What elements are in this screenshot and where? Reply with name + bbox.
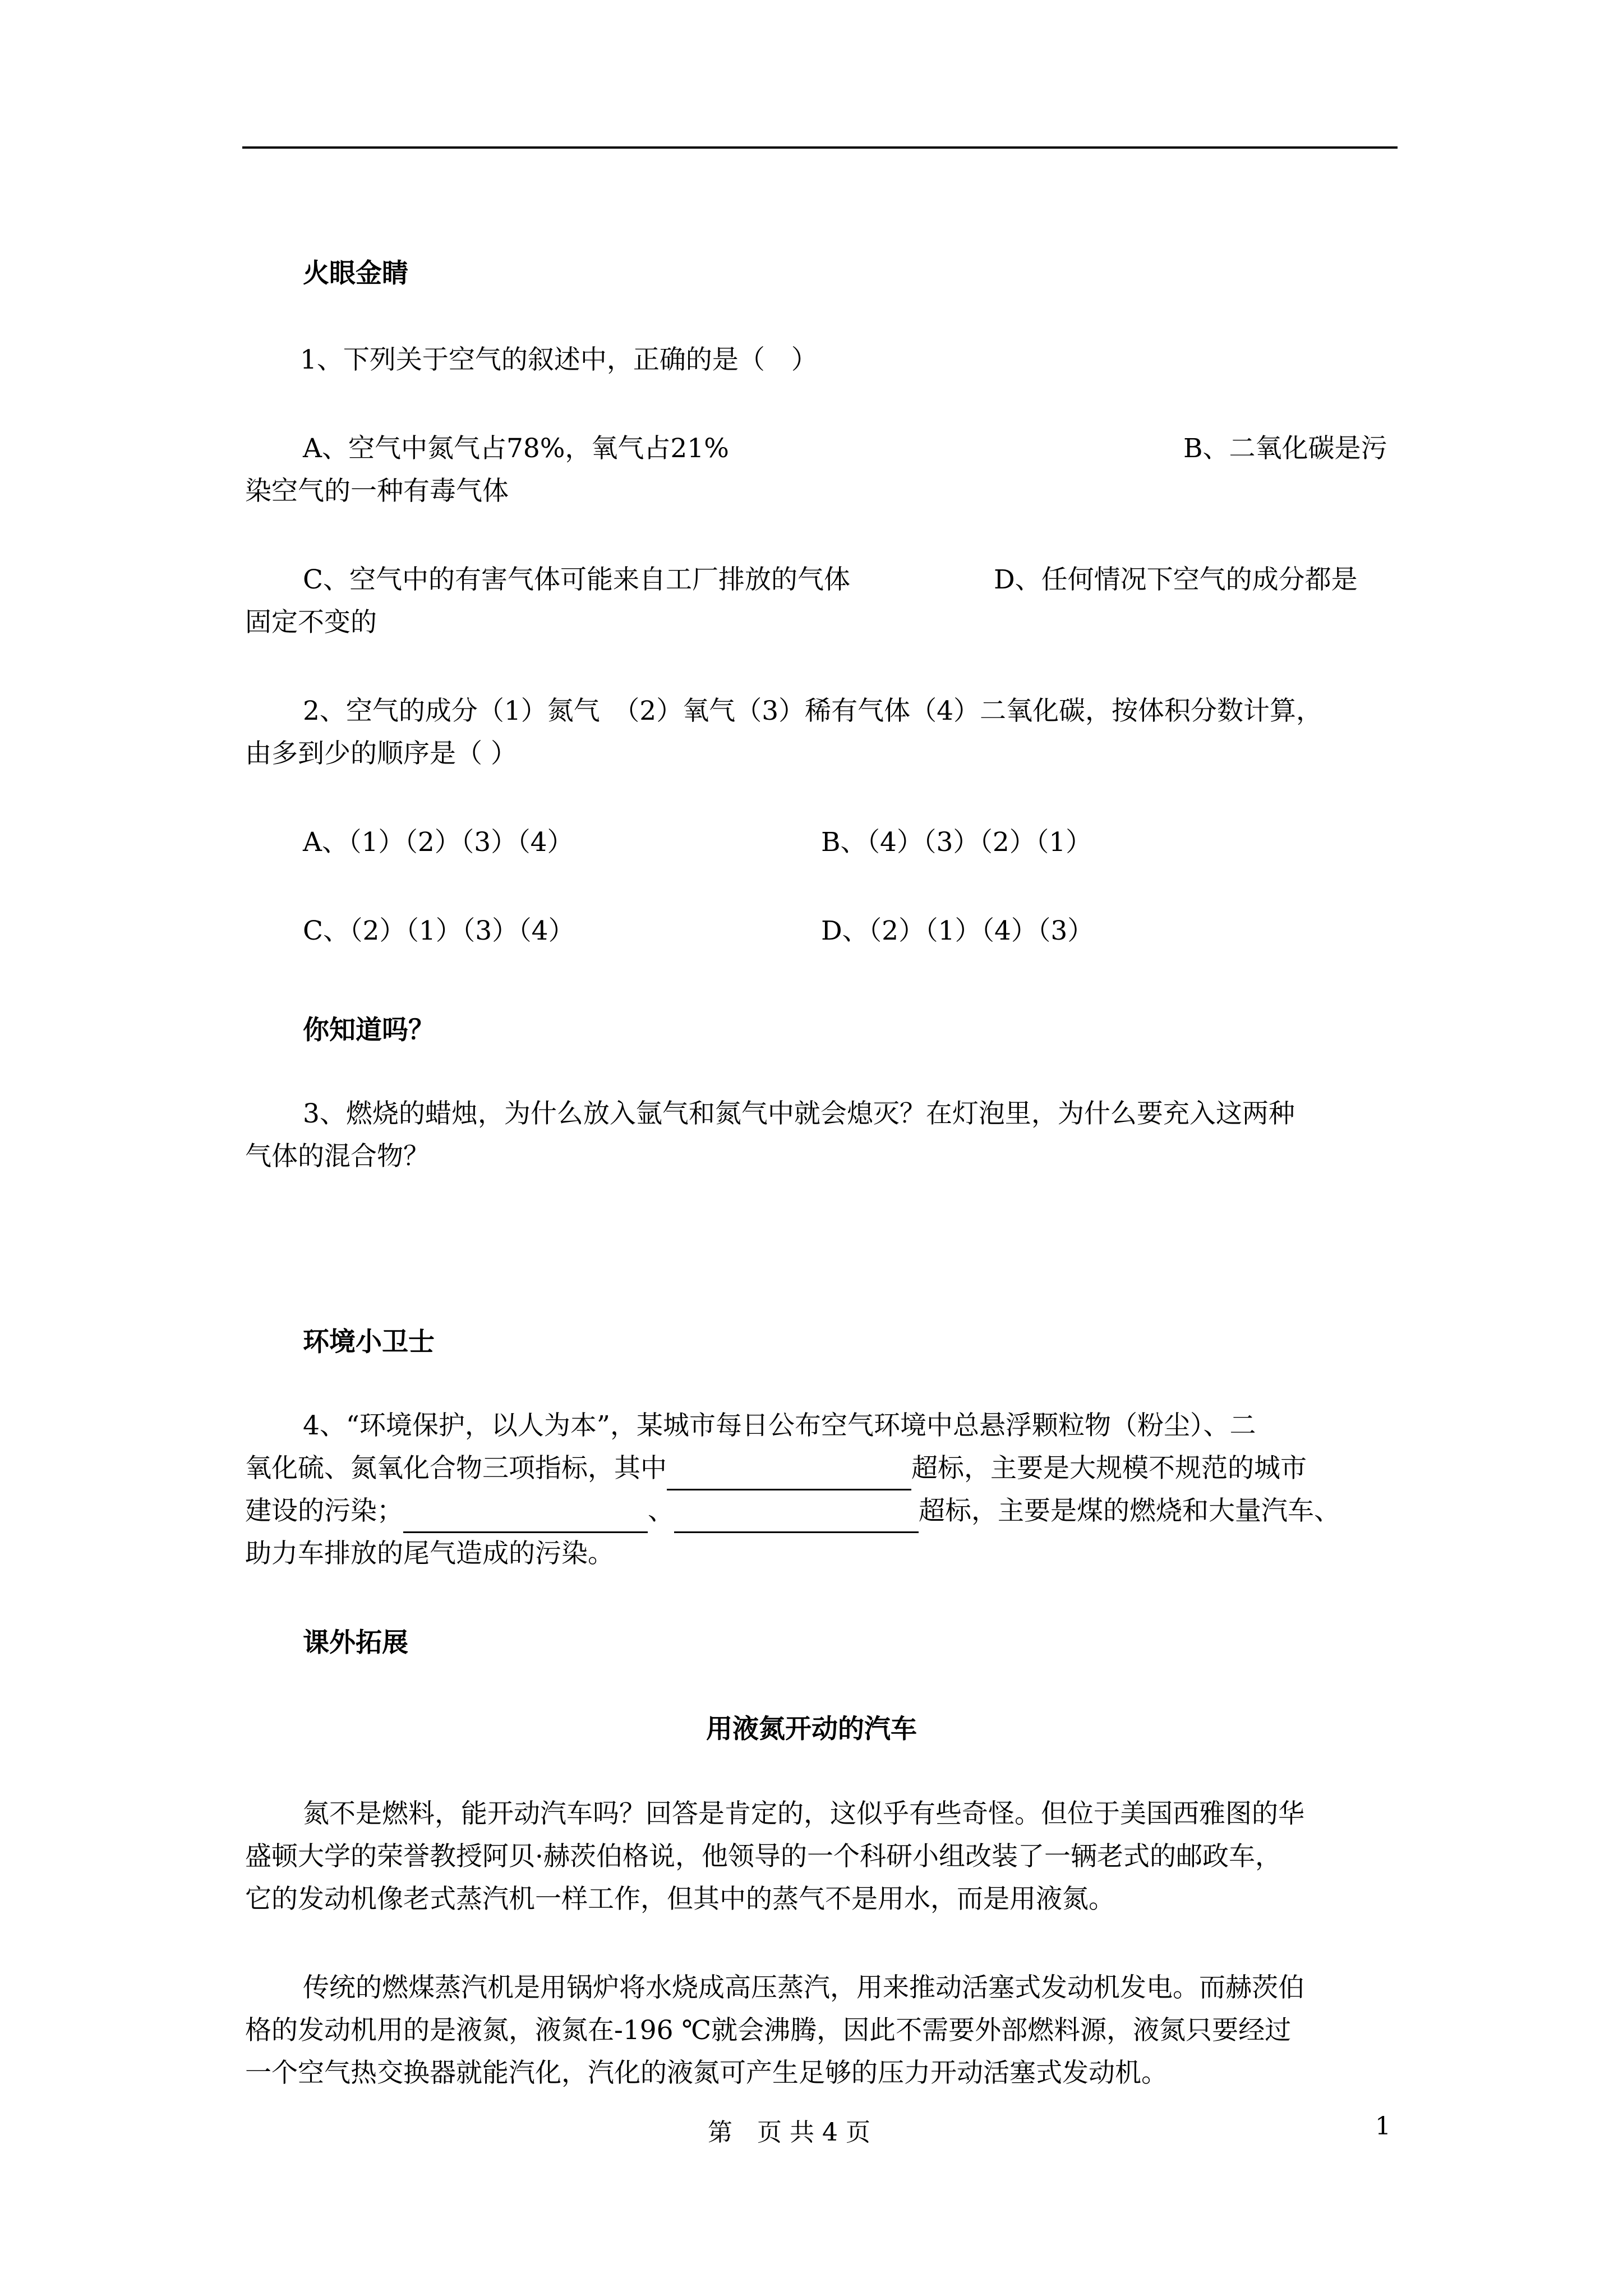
question-4-text: 氧化硫、氮氧化合物三项指标，其中	[245, 1453, 667, 1484]
answer-blank-3[interactable]	[674, 1506, 919, 1533]
question-1-option-c: C、空气中的有害气体可能来自工厂排放的气体	[303, 564, 850, 595]
header-rule	[242, 146, 1398, 149]
article-p1-line-1: 氮不是燃料，能开动汽车吗？回答是肯定的，这似乎有些奇怪。但位于美国西雅图的华	[303, 1798, 1304, 1829]
question-1-option-d: D、任何情况下空气的成分都是	[994, 564, 1358, 595]
question-1-option-b-cont: 染空气的一种有毒气体	[245, 476, 509, 507]
article-p2-line-1: 传统的燃煤蒸汽机是用锅炉将水烧成高压蒸汽，用来推动活塞式发动机发电。而赫茨伯	[303, 1972, 1304, 2003]
question-1-option-a: A、空气中氮气占78%，氧气占21%	[303, 433, 729, 464]
footer-page-number: 1	[1375, 2112, 1391, 2141]
question-4-line-4: 助力车排放的尾气造成的污染。	[245, 1538, 614, 1569]
footer-page-text: 第 页 共 4 页	[708, 2118, 870, 2147]
question-1-option-d-cont: 固定不变的	[245, 607, 377, 638]
question-2-option-b: B、（4）（3）（2）（1）	[821, 827, 1092, 858]
question-1-stem: 1、下列关于空气的叙述中，正确的是（ ）	[300, 344, 818, 375]
question-2-option-c: C、（2）（1）（3）（4）	[303, 915, 575, 946]
question-4-line-2	[245, 1447, 1307, 1490]
question-3-line-1: 3、燃烧的蜡烛，为什么放入氩气和氮气中就会熄灭？在灯泡里，为什么要充入这两种	[303, 1098, 1295, 1129]
section-title-ni-zhidao: 你知道吗？	[303, 1015, 435, 1046]
article-p1-line-2: 盛顿大学的荣誉教授阿贝·赫茨伯格说，他领导的一个科研小组改装了一辆老式的邮政车，	[245, 1841, 1281, 1872]
question-4-separator: 、	[648, 1496, 674, 1526]
question-4-text: 超标，主要是煤的燃烧和大量汽车、	[919, 1496, 1340, 1526]
question-4-text: 建设的污染；	[245, 1496, 403, 1526]
question-4-line-1: 4、“环境保护，以人为本”，某城市每日公布空气环境中总悬浮颗粒物（粉尘）、二	[303, 1410, 1256, 1441]
question-4-text: 超标，主要是大规模不规范的城市	[911, 1453, 1307, 1484]
section-title-huanjing: 环境小卫士	[303, 1327, 435, 1358]
question-2-option-d: D、（2）（1）（4）（3）	[821, 915, 1094, 946]
article-p2-line-3: 一个空气热交换器就能汽化，汽化的液氮可产生足够的压力开动活塞式发动机。	[245, 2058, 1168, 2088]
question-3-line-2: 气体的混合物？	[245, 1141, 430, 1172]
answer-blank-2[interactable]	[403, 1506, 648, 1533]
answer-blank-1[interactable]	[667, 1463, 911, 1490]
article-p2-line-2: 格的发动机用的是液氮，液氮在-196 ℃就会沸腾，因此不需要外部燃料源，液氮只要经过	[245, 2015, 1292, 2046]
article-title: 用液氮开动的汽车	[706, 1714, 917, 1745]
question-4-line-3	[245, 1489, 1340, 1533]
section-title-huoyan: 火眼金睛	[303, 258, 408, 289]
question-1-option-b: B、二氧化碳是污	[1183, 433, 1387, 464]
question-2-stem: 2、空气的成分（1）氮气 （2）氧气（3）稀有气体（4）二氧化碳，按体积分数计算，	[303, 696, 1323, 726]
question-2-stem-cont: 由多到少的顺序是（ ）	[245, 738, 517, 769]
section-title-kewai: 课外拓展	[303, 1627, 408, 1658]
article-p1-line-3: 它的发动机像老式蒸汽机一样工作，但其中的蒸气不是用水，而是用液氮。	[245, 1884, 1115, 1915]
question-2-option-a: A、（1）（2）（3）（4）	[303, 827, 574, 858]
